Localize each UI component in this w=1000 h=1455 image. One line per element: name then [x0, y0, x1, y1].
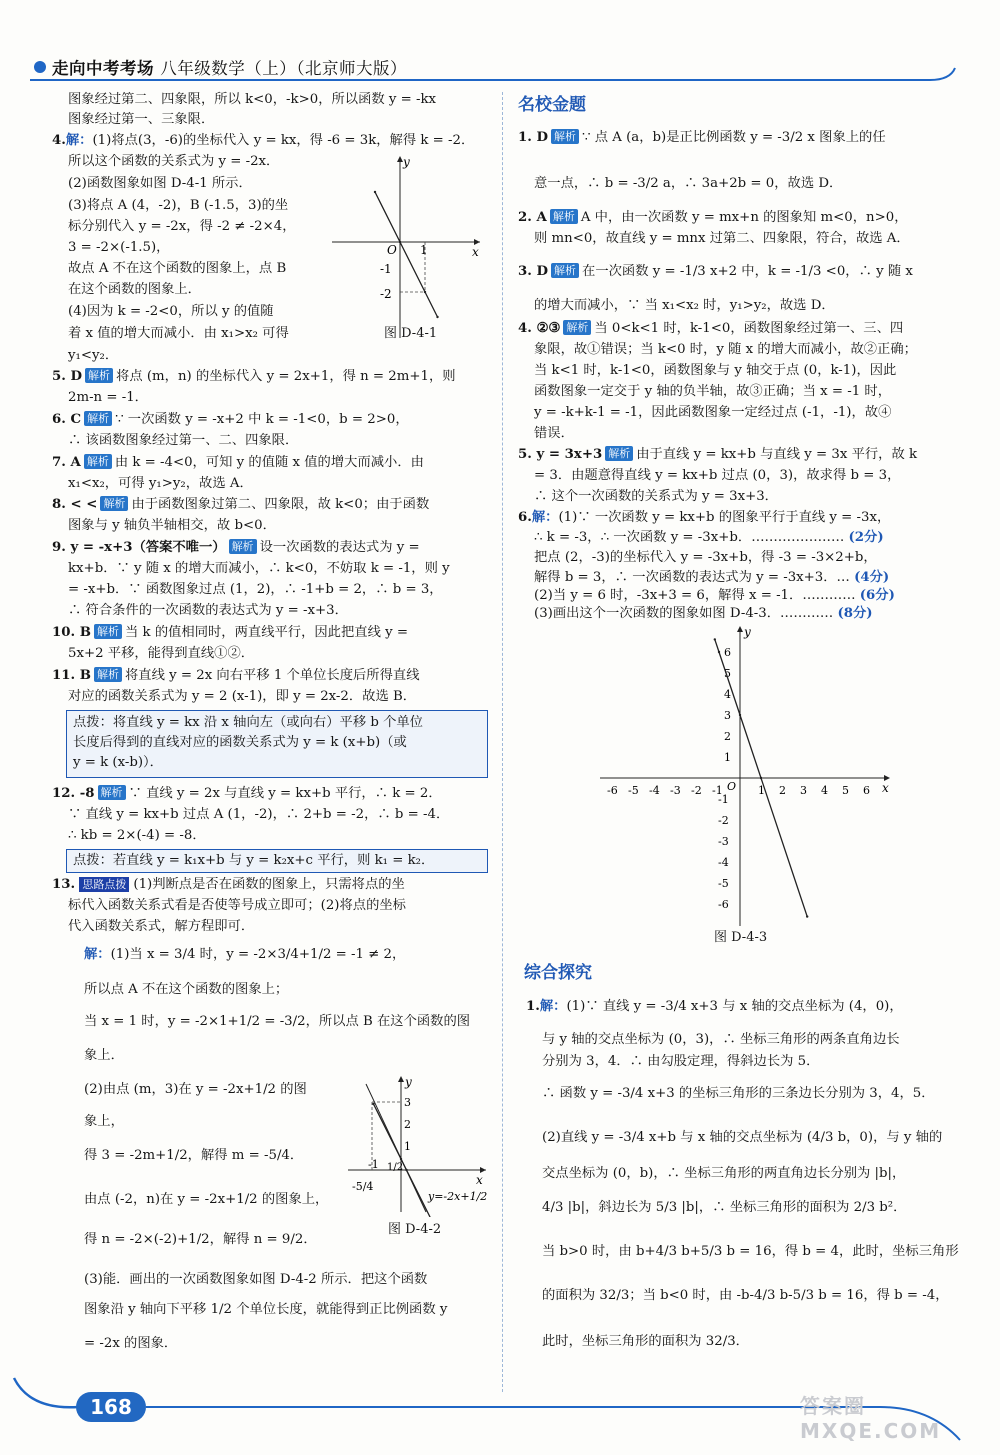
z1-jie: 解：: [539, 999, 567, 1014]
z1-number: 1.: [526, 999, 540, 1014]
jiexi-tag: 解析: [563, 320, 591, 335]
fig1-point: [424, 291, 426, 293]
text-line: 当 k 的值相同时，两直线平行，因此把直线 y =: [125, 625, 408, 640]
fig1-y-tick: -1: [380, 262, 392, 276]
text-line: (2)由点 (m，3)在 y = -2x+1/2 的图: [84, 1082, 307, 1097]
page-header: [0, 0, 1000, 90]
fig3-x-tick: 2: [779, 784, 786, 797]
fig3-x-tick: 4: [821, 784, 828, 797]
text-line: 得 n = -2×(-2)+1/2，解得 n = 9/2．: [84, 1232, 317, 1247]
text-line: 将直线 y = 2x 向右平移 1 个单位长度后所得直线: [125, 668, 420, 683]
fig2-point: [400, 1158, 402, 1160]
text-line: (3)能．画出的一次函数图象如图 D-4-2 所示．把这个函数: [84, 1272, 428, 1287]
text-line: = -2x 的图象．: [84, 1336, 178, 1351]
fig3-x-tick: -5: [628, 784, 639, 797]
text-line: 由 k = -4<0，可知 y 的值随 x 值的增大而减小．由: [114, 455, 424, 470]
tip-box: [66, 849, 488, 873]
section-title: 综合探究: [524, 963, 592, 983]
q7-number: 7. A: [52, 455, 81, 470]
text-line: x₁<x₂，可得 y₁>y₂，故选 A．: [68, 476, 253, 491]
fig2-line-label: y=-2x+1/2: [428, 1190, 488, 1203]
jiexi-tag: 解析: [94, 624, 122, 639]
text-line: ∵ 一次函数 y = -x+2 中 k = -1<0，b = 2>0，: [115, 412, 409, 427]
fig1-x-tick: 1: [420, 243, 428, 257]
text-line: 图象与 y 轴负半轴相交，故 b<0．: [68, 518, 276, 533]
q9-number: 9. y = -x+3（答案不唯一）: [52, 540, 226, 555]
text-line: (3)画出这个一次函数的图象如图 D-4-3．…………: [534, 606, 834, 621]
tip-line: y = k (x-b)）．: [73, 755, 163, 770]
jiexi-tag: 解析: [100, 496, 128, 511]
text-line: 象上．: [84, 1048, 124, 1063]
fig2-y-tick: 3: [404, 1096, 411, 1109]
tip-line: 点拨：若直线 y = k₁x+b 与 y = k₂x+c 平行，则 k₁ = k₂．: [73, 853, 435, 868]
fig3-y-label: y: [744, 625, 751, 639]
q10-line: [52, 623, 408, 644]
jiexi-tag: 解析: [84, 454, 112, 469]
text-line: 2m-n = -1．: [68, 390, 148, 405]
text-line: 把点 (2，-3)的坐标代入 y = -3x+b，得 -3 = -3×2+b，: [534, 550, 877, 565]
text-line: (2)当 y = 6 时，-3x+3 = 6，解得 x = -1．…………: [534, 588, 856, 603]
text-line: 对应的函数关系式为 y = 2 (x-1)，即 y = 2x-2．故选 B．: [68, 689, 417, 704]
text-line: 在一次函数 y = -1/3 x+2 中，k = -1/3 <0，∴ y 随 x: [582, 264, 913, 279]
fig3-x-tick: -3: [670, 784, 681, 797]
text-line: 此时，坐标三角形的面积为 32/3．: [542, 1334, 749, 1349]
fig3-y-tick: -4: [718, 856, 729, 869]
text-line: 5x+2 平移，能得到直线①②．: [68, 646, 255, 661]
fig3-point: [760, 777, 762, 779]
text-line: 得 3 = -2m+1/2，解得 m = -5/4．: [84, 1148, 304, 1163]
header-subtitle: 八年级数学（上）（北京师大版）: [160, 59, 407, 78]
header-bullet-icon: [34, 61, 46, 73]
fig3-point: [714, 638, 716, 640]
fig3-y-tick: 2: [724, 730, 731, 743]
jiexi-tag: 解析: [98, 785, 126, 800]
text-line: y₁<y₂．: [68, 348, 119, 363]
text-line: 所以点 A 不在这个函数的图象上；: [84, 982, 289, 997]
text-line: 将点 (m，n) 的坐标代入 y = 2x+1，得 n = 2m+1，则: [116, 369, 456, 384]
fig3-y-tick: -6: [718, 898, 729, 911]
fig2-y-label: y: [405, 1075, 412, 1089]
figure-d-4-1: [330, 152, 482, 338]
fig1-y-tick: -2: [380, 287, 392, 301]
q11-number: 11. B: [52, 668, 92, 683]
r6-jie: 解：: [531, 510, 559, 525]
fig3-x-tick: 1: [758, 784, 765, 797]
figure-d-4-3: [596, 622, 896, 934]
fig2-y-tick: 2: [404, 1118, 411, 1131]
text-line: (1)将点(3，-6)的坐标代入 y = kx，得 -6 = 3k，解得 k = -2．: [92, 133, 475, 148]
r3-line: [518, 262, 913, 283]
r6-number: 6.: [518, 510, 532, 525]
fig3-origin: O: [727, 780, 737, 793]
fig3-y-tick: 3: [724, 709, 731, 722]
score-line: [534, 528, 884, 549]
figure-caption: 图 D-4-3: [714, 930, 768, 945]
text-line: ∴ kb = 2×(-4) = -8．: [68, 828, 206, 843]
tip-line: 点拨：将直线 y = kx 沿 x 轴向左（或向右）平移 b 个单位: [73, 715, 423, 730]
text-line: ∴ 这个一次函数的关系式为 y = 3x+3．: [534, 489, 778, 504]
r4-line: [518, 319, 903, 340]
text-line: 则 mn<0，故直线 y = mnx 过第二、四象限，符合，故选 A．: [534, 231, 910, 246]
fig3-x-tick: 5: [842, 784, 849, 797]
text-line: 当 x = 1 时，y = -2×1+1/2 = -3/2，所以点 B 在这个函数的图: [84, 1014, 471, 1029]
jiexi-tag: 解析: [551, 263, 579, 278]
q4-number: 4.: [52, 133, 66, 148]
text-line: 的面积为 32/3；当 b<0 时，由 -b-4/3 b-5/3 b = 16，得 b = -4，: [542, 1288, 949, 1303]
text-line: 的增大而减小，∵ 当 x₁<x₂ 时，y₁>y₂，故选 D．: [534, 298, 835, 313]
q5-number: 5. D: [52, 369, 83, 384]
q9-line: [52, 538, 420, 559]
text-line: 由于直线 y = kx+b 与直线 y = 3x 平行，故 k: [636, 447, 918, 462]
jiexi-tag: 解析: [229, 539, 257, 554]
text-line: 解得 b = 3，∴ 一次函数的表达式为 y = -3x+3．…: [534, 570, 850, 585]
header-title: 走向中考考场 八年级数学（上）（北京师大版）: [52, 59, 407, 78]
score-badge: (8分): [837, 606, 873, 621]
text-line: 标代入函数关系式看是否使等号成立即可；(2)将点的坐标: [68, 898, 406, 913]
fig1-y-label: y: [403, 155, 410, 169]
fig1-origin: O: [387, 243, 397, 257]
fig1-point: [399, 241, 401, 243]
text-line: 设一次函数的表达式为 y =: [259, 540, 420, 555]
text-line: (4)因为 k = -2<0，所以 y 的值随: [68, 304, 274, 319]
fig3-y-tick: -2: [718, 814, 729, 827]
fig3-point: [739, 714, 741, 716]
q6-number: 6. C: [52, 412, 82, 427]
r5-number: 5. y = 3x+3: [518, 447, 603, 462]
text-line: 图象经过第一、三象限．: [68, 112, 215, 127]
q5-line: [52, 367, 456, 388]
r2-number: 2. A: [518, 210, 547, 225]
r3-number: 3. D: [518, 264, 549, 279]
fig3-x-tick: -2: [691, 784, 702, 797]
text-line: 当 b>0 时，由 b+4/3 b+5/3 b = 16，得 b = 4，此时，坐标三角形: [542, 1244, 959, 1259]
q6-line: [52, 410, 409, 431]
text-line: ∴ k = -3，∴ 一次函数 y = -3x+b．…………………: [534, 530, 845, 545]
fig2-point: [372, 1103, 374, 1105]
q13-number: 13.: [52, 877, 76, 892]
text-line: ∴ 该函数图象经过第一、二、四象限．: [68, 433, 299, 448]
fig2-y-tick: 1: [404, 1140, 411, 1153]
text-line: ∵ 直线 y = kx+b 过点 A (1，-2)，∴ 2+b = -2，∴ b = -4．: [68, 807, 450, 822]
tip-line: 长度后得到的直线对应的函数关系式为 y = k (x+b)（或: [73, 735, 407, 750]
fig2-point: [405, 1169, 407, 1171]
fig3-x-tick: 6: [863, 784, 870, 797]
text-line: 所以这个函数的关系式为 y = -2x．: [68, 154, 280, 169]
column-divider: [502, 92, 503, 1392]
text-line: 意一点，∴ b = -3/2 a，∴ 3a+2b = 0，故选 D．: [534, 176, 843, 191]
watermark: 答案圈 MXQE.COM: [800, 1394, 942, 1443]
fig3-point: [718, 651, 720, 653]
text-line: = 3．由题意得直线 y = kx+b 过点 (0，3)，故求得 b = 3，: [534, 468, 901, 483]
page-number: 168: [76, 1392, 146, 1422]
score-badge: (2分): [848, 530, 884, 545]
fig3-y-tick: 6: [724, 646, 731, 659]
fig1-x-label: x: [472, 245, 479, 259]
fig2-x-label: x: [476, 1173, 483, 1187]
fig3-x-tick: -6: [607, 784, 618, 797]
text-line: 象限，故①错误；当 k<0 时，y 随 x 的增大而减小，故②正确；: [534, 342, 917, 357]
text-line: (1)∵ 直线 y = -3/4 x+3 与 x 轴的交点坐标为 (4，0)，: [566, 999, 903, 1014]
text-line: 错误．: [534, 426, 574, 441]
q4-jie: 解：: [65, 133, 93, 148]
fig3-y-tick: -1: [718, 793, 729, 806]
score-badge: (6分): [859, 588, 895, 603]
text-line: A 中，由一次函数 y = mx+n 的图象知 m<0，n>0，: [580, 210, 908, 225]
fig2-y-tick: 1/2: [387, 1162, 404, 1173]
r2-line: [518, 208, 908, 229]
r4-number: 4. ②③: [518, 321, 561, 336]
fig3-y-tick: -3: [718, 835, 729, 848]
text-line: (1)当 x = 3/4 时，y = -2×3/4+1/2 = -1 ≠ 2，: [110, 947, 406, 962]
fig2-y-arrow-icon: [398, 1076, 404, 1082]
q8-line: [52, 495, 429, 516]
text-line: 代入函数关系式，解方程即可．: [68, 919, 255, 934]
text-line: (2)直线 y = -3/4 x+b 与 x 轴的交点坐标为 (4/3 b，0)，与 y 轴的: [542, 1130, 943, 1145]
jiexi-tag: 解析: [605, 446, 633, 461]
fig3-y-tick: 4: [724, 688, 731, 701]
r1-number: 1. D: [518, 130, 549, 145]
jiexi-tag: 解析: [94, 667, 122, 682]
q4-line: [52, 131, 474, 152]
text-line: (3)将点 A (4，-2)，B (-1.5，3)的坐: [68, 198, 289, 213]
text-line: ∴ 函数 y = -3/4 x+3 的坐标三角形的三条边长分别为 3，4，5．: [542, 1086, 935, 1101]
fig3-x-tick: -1: [712, 784, 723, 797]
fig2-x-tick: -5/4: [352, 1180, 374, 1193]
text-line: 标分别代入 y = -2x，得 -2 ≠ -2×4，: [68, 219, 296, 234]
text-line: 函数图象一定交于 y 轴的负半轴，故③正确；当 x = -1 时，: [534, 384, 891, 399]
text-line: ∵ 点 A (a，b)是正比例函数 y = -3/2 x 图象上的任: [582, 130, 886, 145]
text-line: y = -k+k-1 = -1，因此函数图象一定经过点 (-1，-1)，故④: [534, 405, 892, 420]
fig3-x-label: x: [882, 781, 889, 795]
text-line: 图象沿 y 轴向下平移 1/2 个单位长度，就能得到正比例函数 y: [84, 1302, 448, 1317]
q12-number: 12. -8: [52, 786, 95, 801]
fig1-point: [374, 191, 376, 193]
siludianbo-tag: 思路点拨: [79, 877, 129, 892]
r1-line: [518, 128, 886, 149]
text-line: 由于函数图象过第二、四象限，故 k<0；由于函数: [131, 497, 430, 512]
fig3-x-tick: -4: [649, 784, 660, 797]
text-line: 4/3 |b|，斜边长为 5/3 |b|，∴ 坐标三角形的面积为 2/3 b²．: [542, 1200, 907, 1215]
figure-caption: 图 D-4-2: [388, 1222, 442, 1237]
fig3-point: [806, 915, 808, 917]
z1-line: [526, 997, 903, 1018]
text-line: 当 k<1 时，k-1<0，函数图象与 y 轴交于点 (0，k-1)，因此: [534, 363, 897, 378]
jiexi-tag: 解析: [551, 129, 579, 144]
jiexi-tag: 解析: [550, 209, 578, 224]
fig3-x-tick: 3: [800, 784, 807, 797]
tip-box: [66, 710, 488, 778]
q7-line: [52, 453, 424, 474]
q10-number: 10. B: [52, 625, 92, 640]
text-line: (2)函数图象如图 D-4-1 所示．: [68, 176, 252, 191]
text-line: (1)判断点是否在函数的图象上，只需将点的坐: [133, 877, 405, 892]
section-title: 名校金题: [518, 95, 586, 115]
q13-jie: 解：: [84, 947, 111, 962]
r6-line: [518, 508, 890, 529]
text-line: 分别为 3，4．∴ 由勾股定理，得斜边长为 5．: [542, 1054, 820, 1069]
r5-line: [518, 445, 917, 466]
figure-d-4-2: [346, 1072, 496, 1217]
fig2-x-tick: -1: [368, 1158, 379, 1171]
text-line: (1)∵ 一次函数 y = kx+b 的图象平行于直线 y = -3x，: [558, 510, 891, 525]
q12-line: [52, 784, 442, 805]
q13-answer-line: [84, 945, 405, 966]
q13-line: [52, 875, 405, 896]
text-line: 当 0<k<1 时，k-1<0，函数图象经过第一、三、四: [594, 321, 904, 336]
q8-number: 8. < <: [52, 497, 98, 512]
text-line: 3 = -2×(-1.5)，: [68, 240, 170, 255]
text-line: 与 y 轴的交点坐标为 (0，3)，∴ 坐标三角形的两条直角边长: [542, 1032, 900, 1047]
text-line: 图象经过第二、四象限，所以 k<0，-k>0，所以函数 y = -kx: [68, 92, 437, 107]
text-line: = -x+b．∵ 函数图象过点 (1，2)，∴ -1+b = 2，∴ b = 3，: [68, 582, 443, 597]
fig3-y-tick: 5: [724, 667, 731, 680]
jiexi-tag: 解析: [85, 368, 113, 383]
text-line: ∵ 直线 y = 2x 与直线 y = kx+b 平行，∴ k = 2．: [128, 786, 442, 801]
text-line: kx+b．∵ y 随 x 的增大而减小，∴ k<0，不妨取 k = -1，则 y: [68, 561, 450, 576]
text-line: 象上，: [84, 1114, 124, 1129]
text-line: 由点 (-2，n)在 y = -2x+1/2 的图象上，: [84, 1192, 329, 1207]
text-line: 在这个函数的图象上．: [68, 282, 201, 297]
fig3-y-tick: 1: [724, 751, 731, 764]
q11-line: [52, 666, 420, 687]
text-line: ∴ 符合条件的一次函数的表达式为 y = -x+3．: [68, 603, 348, 618]
figure-caption: 图 D-4-1: [384, 326, 438, 341]
fig1-point: [436, 316, 438, 318]
jiexi-tag: 解析: [84, 411, 112, 426]
fig3-y-arrow-icon: [737, 626, 743, 632]
text-line: 交点坐标为 (0，b)，∴ 坐标三角形的两直角边长分别为 |b|，: [542, 1166, 906, 1181]
text-line: 着 x 值的增大而减小．由 x₁>x₂ 可得: [68, 326, 289, 341]
score-badge: (4分): [854, 570, 890, 585]
text-line: 故点 A 不在这个函数的图象上，点 B: [68, 261, 287, 276]
fig3-y-tick: -5: [718, 877, 729, 890]
